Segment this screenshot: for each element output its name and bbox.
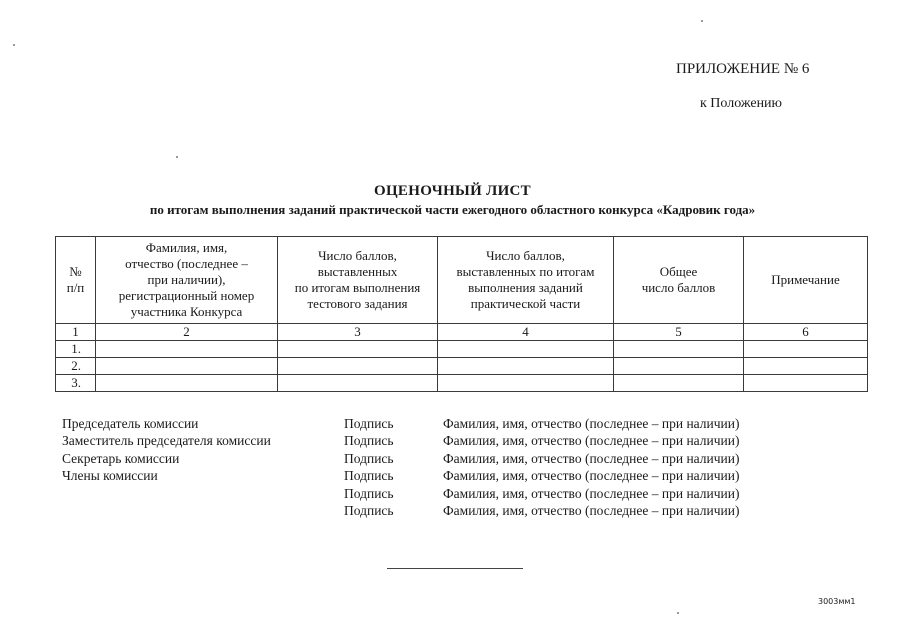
table-cell <box>744 375 868 392</box>
row-number: 1. <box>56 341 96 358</box>
table-row <box>56 375 868 392</box>
signature-name-placeholder: Фамилия, имя, отчество (последнее – при наличии) <box>443 451 740 466</box>
table-cell <box>614 358 744 375</box>
scan-speck <box>701 20 703 22</box>
signature-name-placeholder: Фамилия, имя, отчество (последнее – при наличии) <box>443 486 740 501</box>
table-cell <box>278 358 438 375</box>
table-cell <box>614 341 744 358</box>
table-cell <box>96 375 278 392</box>
signature-role-chairman: Председатель комиссии <box>62 416 199 431</box>
signature-name-placeholder: Фамилия, имя, отчество (последнее – при наличии) <box>443 503 740 518</box>
column-number-row <box>56 324 868 341</box>
signature-name-placeholder: Фамилия, имя, отчество (последнее – при наличии) <box>443 433 740 448</box>
table-cell <box>96 358 278 375</box>
column-header-practical-score: Число баллов, выставленных по итогам выполнения заданий практической части <box>438 237 614 324</box>
signature-name-placeholder: Фамилия, имя, отчество (последнее – при наличии) <box>443 416 740 431</box>
signature-label: Подпись <box>344 416 394 431</box>
scan-speck <box>176 156 178 158</box>
scan-speck <box>677 612 679 614</box>
column-header-number: № п/п <box>56 237 96 324</box>
signature-label: Подпись <box>344 503 394 518</box>
table-cell <box>744 341 868 358</box>
signature-label: Подпись <box>344 433 394 448</box>
signature-role-members: Члены комиссии <box>62 468 158 483</box>
column-number: 6 <box>744 324 868 341</box>
table-cell <box>438 358 614 375</box>
table-cell <box>278 375 438 392</box>
signature-role-secretary: Секретарь комиссии <box>62 451 180 466</box>
table-cell <box>744 358 868 375</box>
document-title: ОЦЕНОЧНЫЙ ЛИСТ <box>373 183 531 199</box>
regulation-reference: к Положению <box>700 96 783 111</box>
evaluation-table <box>55 236 868 392</box>
appendix-label: ПРИЛОЖЕНИЕ № 6 <box>676 61 810 77</box>
footer-code: 3003мм1 <box>818 597 856 606</box>
table-header-row <box>56 237 868 324</box>
end-divider <box>387 568 523 569</box>
signature-name-placeholder: Фамилия, имя, отчество (последнее – при наличии) <box>443 468 740 483</box>
table-cell <box>96 341 278 358</box>
signature-role-deputy: Заместитель председателя комиссии <box>62 433 271 448</box>
row-number: 3. <box>56 375 96 392</box>
column-number: 5 <box>614 324 744 341</box>
column-header-test-score: Число баллов, выставленных по итогам выполнения тестового задания <box>278 237 438 324</box>
signature-label: Подпись <box>344 468 394 483</box>
table-cell <box>438 341 614 358</box>
column-header-total-score: Общее число баллов <box>614 237 744 324</box>
table-cell <box>278 341 438 358</box>
signature-label: Подпись <box>344 451 394 466</box>
table-cell <box>438 375 614 392</box>
column-number: 2 <box>96 324 278 341</box>
column-header-note: Примечание <box>744 237 868 324</box>
table-row <box>56 358 868 375</box>
scan-speck <box>13 44 15 46</box>
column-number: 1 <box>56 324 96 341</box>
row-number: 2. <box>56 358 96 375</box>
document-subtitle: по итогам выполнения заданий практической части ежегодного областного конкурса «Кадровик года» <box>149 202 756 217</box>
column-number: 3 <box>278 324 438 341</box>
table-row <box>56 341 868 358</box>
table-cell <box>614 375 744 392</box>
column-header-participant: Фамилия, имя, отчество (последнее – при наличии), регистрационный номер участника Конкурса <box>96 237 278 324</box>
column-number: 4 <box>438 324 614 341</box>
signature-label: Подпись <box>344 486 394 501</box>
